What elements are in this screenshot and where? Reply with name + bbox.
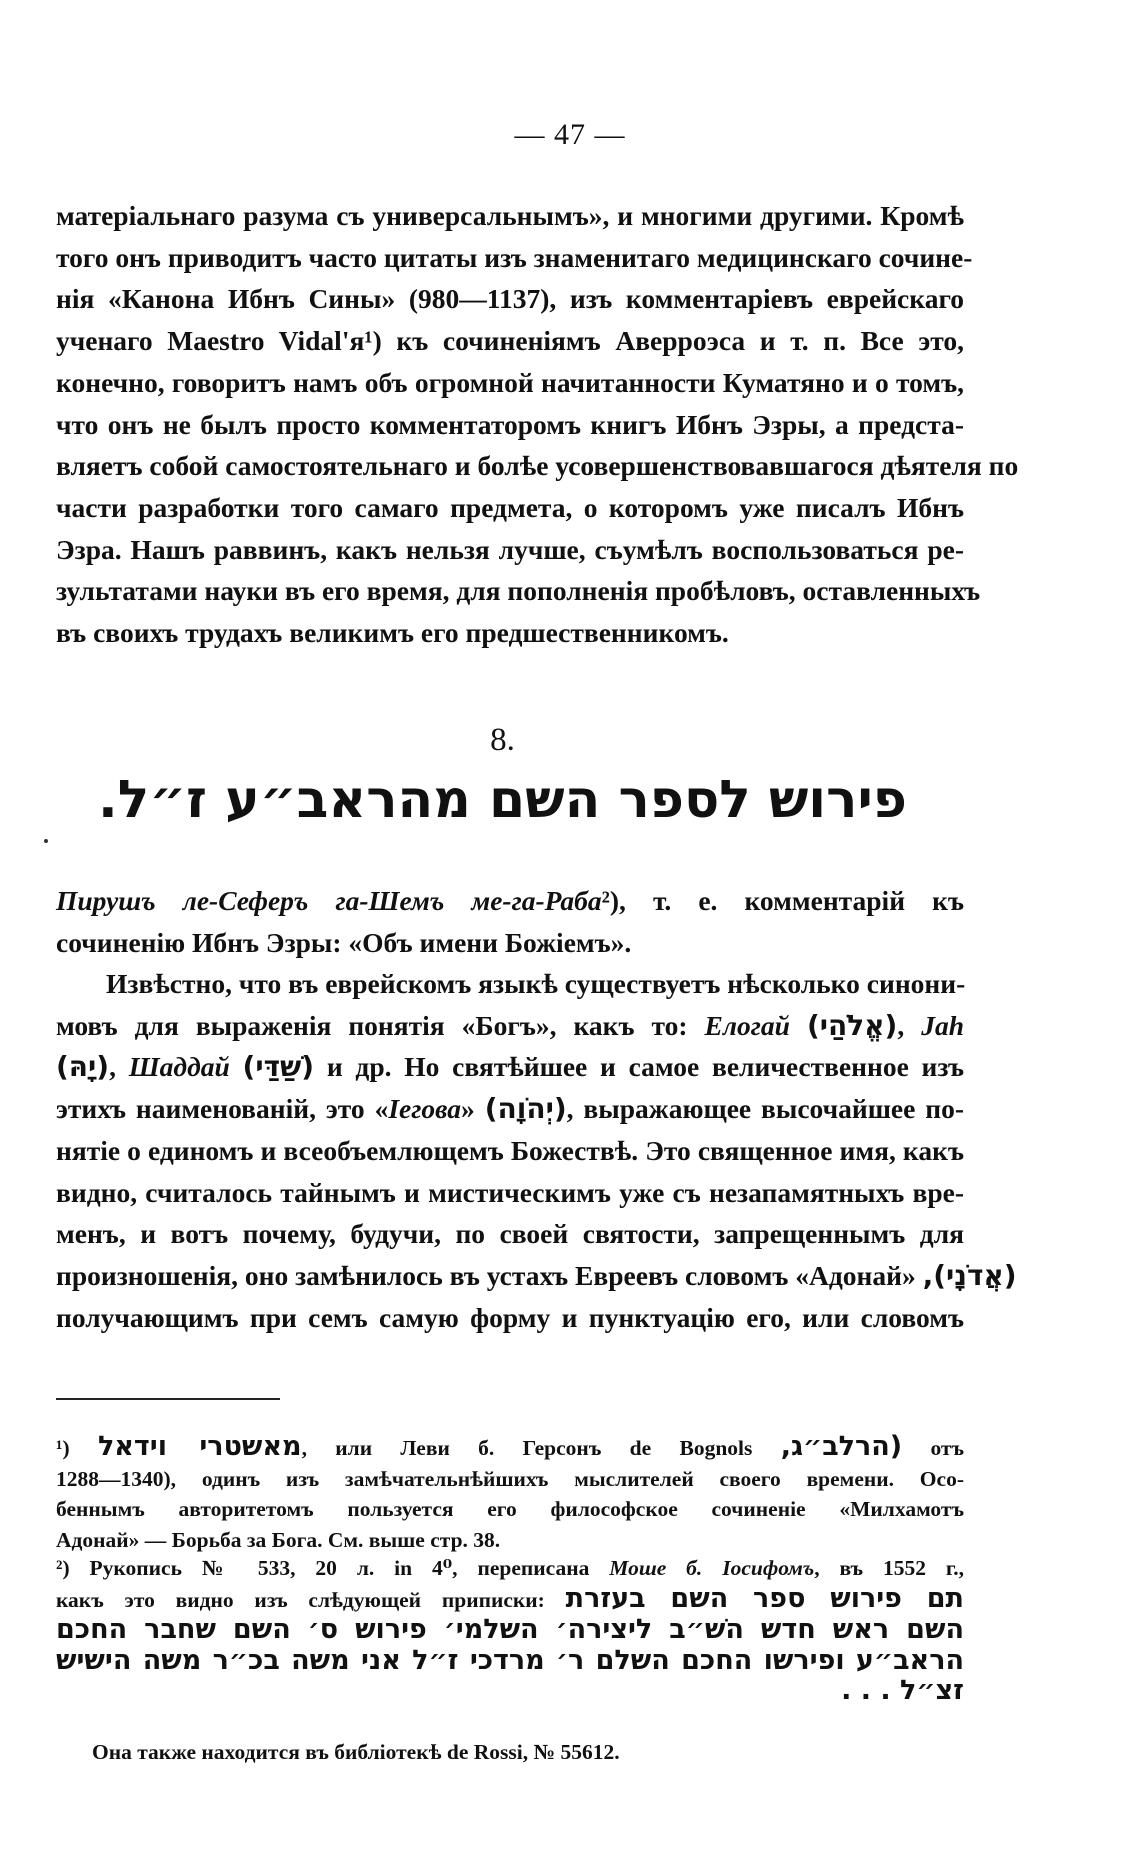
- hebrew-word: (אֱלֹהַי): [806, 1008, 898, 1042]
- text-line: вляетъ собой самостоятельнаго и болѣе усовершенствовавшагося дѣятеля по: [56, 450, 1019, 482]
- text-line: сочиненію Ибнъ Эзры: «Объ имени Божіемъ».: [56, 926, 632, 958]
- text-fragment: этихъ наименованій, это «: [56, 1093, 389, 1125]
- hebrew-colophon: תם פירוש ספר השם בעזרת: [565, 1582, 964, 1614]
- footnote-2: [56, 1553, 964, 1707]
- text-line: Эзра. Нашъ раввинъ, какъ нельзя лучше, съумѣлъ воспользоваться ре-: [56, 533, 964, 565]
- footnote-closing-note: Она также находится въ библіотекѣ de Rossi, № 55612.: [92, 1740, 620, 1764]
- text-line: ученаго Maestro Vidal'я¹) къ сочиненіямъ Аверроэса и т. п. Все это,: [56, 325, 964, 357]
- text-line: [56, 1255, 1017, 1297]
- text-fragment: какъ это видно изъ слѣдующей приписки:: [56, 1587, 545, 1612]
- text-line: [56, 1584, 964, 1616]
- text-line: [56, 880, 964, 922]
- divine-name-italic: Шаддай: [128, 1051, 230, 1083]
- hebrew-name: מאשטרי וידאל: [97, 1431, 302, 1462]
- footnote-marker: ¹): [56, 1436, 70, 1460]
- text-line: конечно, говоритъ намъ объ огромной начитанности Куматяно и о томъ,: [56, 366, 964, 398]
- text-line: того онъ приводитъ часто цитаты изъ знаменитаго медицинскаго сочине-: [56, 241, 973, 273]
- text-line: беннымъ авторитетомъ пользуется его философское сочиненіе «Милхамотъ: [56, 1497, 964, 1521]
- work-title-italic: Пирушъ ле-Сеферъ га-Шемъ ме-га-Раба: [56, 885, 602, 916]
- divine-name-italic: Іегова: [388, 1093, 462, 1125]
- text-line: [56, 1088, 964, 1130]
- text-fragment: произношенія, оно замѣнилось въ устахъ Евреевъ словомъ «Адонай»: [56, 1259, 916, 1291]
- text-fragment: »: [461, 1093, 475, 1125]
- text-line: [56, 1553, 964, 1584]
- text-fragment: ,: [897, 1009, 905, 1041]
- text-fragment: и др. Но святѣйшее и самое величественное изъ: [326, 1051, 965, 1083]
- footnote-marker: ²): [56, 1556, 70, 1580]
- text-line: [56, 1005, 964, 1047]
- hebrew-word: (אֲדֹנָי),: [922, 1258, 1017, 1292]
- text-line: нятіе о единомъ и всеобъемлющемъ Божествѣ. Это священное имя, какъ: [56, 1134, 964, 1166]
- footnote-divider: [56, 1398, 280, 1400]
- body-paragraph: [56, 963, 1017, 1338]
- text-line: матеріальнаго разума съ универсальнымъ», и многими другими. Кромѣ: [56, 200, 964, 231]
- text-line: нія «Канона Ибнъ Сины» (980—1137), изъ комментаріевъ еврейскаго: [56, 283, 964, 315]
- text-line: видно, считалось тайнымъ и мистическимъ уже съ незапамятныхъ вре-: [56, 1176, 964, 1208]
- text-line: менъ, и вотъ почему, будучи, по своей святости, запрещеннымъ для: [56, 1218, 964, 1250]
- divine-name-italic: Елогай: [704, 1009, 790, 1041]
- page-number: — 47 —: [514, 118, 626, 151]
- text-line: 1288—1340), одинъ изъ замѣчательнѣйшихъ мыслителей своего времени. Осо-: [56, 1466, 964, 1491]
- text-line: (יָהּ), Шаддай (שַׁדַּי) и др. Но святѣйшее и самое величественное изъ: [56, 1050, 965, 1084]
- section-hebrew-title: פירוש לספר השם מהראב״ע ז״ל.: [98, 770, 907, 830]
- footnote-1: [56, 1432, 964, 1555]
- divine-name-italic: Jah: [921, 1009, 964, 1041]
- text-line: получающимъ при семъ самую форму и пунктуацію его, или словомъ: [56, 1301, 964, 1333]
- text-fragment: мовъ для выраженія понятія «Богъ», какъ то:: [56, 1009, 688, 1041]
- text-line: Адонай» — Борьба за Бога. См. выше стр. 38.: [56, 1527, 501, 1552]
- text-fragment: , выражающее высочайшее по-: [566, 1093, 965, 1125]
- text-line: зультатами науки въ его время, для пополненія пробѣловъ, оставленныхъ: [56, 575, 981, 607]
- text-fragment: отъ: [930, 1436, 965, 1460]
- hebrew-abbreviation: (הרלב״ג,: [780, 1431, 903, 1462]
- hebrew-colophon-line: הראב״ע ופירשו החכם השלם ר׳ מרדכי ז״ל אני משה בכ״ר משה הישיש: [56, 1644, 964, 1676]
- text-line: Извѣстно, что въ еврейскомъ языкѣ существуетъ нѣсколько синони-: [106, 968, 966, 999]
- text-fragment: , или Леви б. Герсонъ de Bognols: [301, 1436, 753, 1460]
- section-number: 8.: [490, 722, 515, 758]
- hebrew-word: (יְהֹוָה): [484, 1092, 567, 1126]
- hebrew-colophon-line: זצ״ל . . .: [841, 1675, 964, 1706]
- hebrew-word: (שַׁדַּי): [242, 1050, 315, 1084]
- text-line: [56, 1432, 964, 1464]
- paragraph-continued: [56, 195, 1019, 654]
- text-fragment: Рукопись № 533, 20 л. in 4⁰, переписана: [89, 1556, 590, 1580]
- scribe-name-italic: Моше б. Іосифомъ: [609, 1556, 815, 1580]
- text-fragment: , въ 1552 г.,: [814, 1556, 964, 1580]
- text-line: части разработки того самаго предмета, о которомъ уже писалъ Ибнъ: [56, 491, 964, 523]
- hebrew-word: (יָהּ): [56, 1050, 110, 1084]
- text-line: что онъ не былъ просто комментаторомъ книгъ Ибнъ Эзры, а предста-: [56, 408, 964, 440]
- hebrew-colophon-line: השם ראש חדש השׁ״ב ליצירה׳ השלמי׳ פירוש ס׳ השם שחבר החכם: [56, 1614, 964, 1645]
- section-intro-paragraph: [56, 880, 964, 963]
- text-fragment: ²), т. е. комментарій къ: [601, 885, 964, 916]
- text-line: въ своихъ трудахъ великимъ его предшественникомъ.: [56, 617, 729, 649]
- print-speck: [44, 839, 48, 843]
